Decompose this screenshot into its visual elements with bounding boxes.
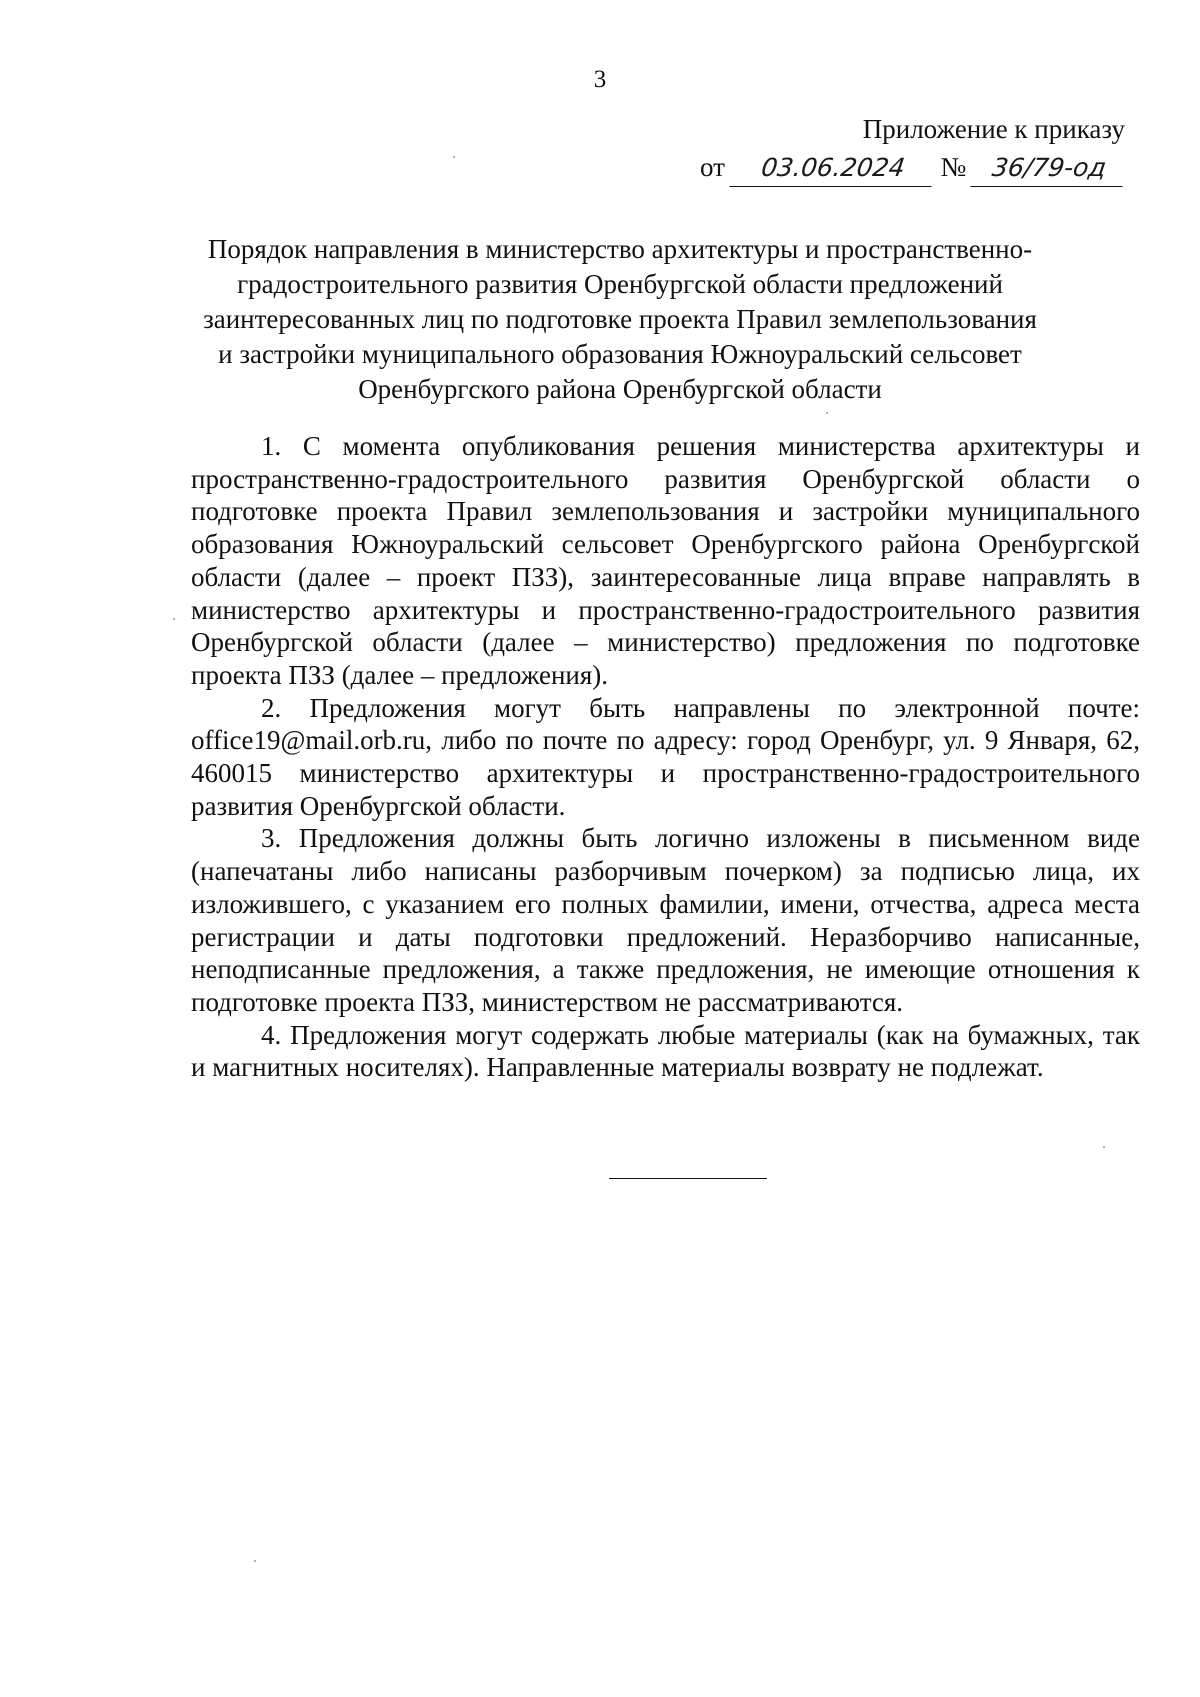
scan-speck [826,412,828,414]
scan-speck [254,1560,256,1562]
title-line: Порядок направления в министерство архитектуры и пространственно- [207,234,1033,264]
document-title [160,232,1080,407]
appendix-header [605,113,1125,189]
paragraph-2: 2. Предложения могут быть направлены по электронной почте: office19@mail.orb.ru, либо по почте по адресу: город Оренбург, ул. 9 Января, 62, 460015 министерство архитектуры и пространственно-градостроительного развития Оренбургской области. [191,692,1140,821]
title-line: заинтересованных лиц по подготовке проекта Правил землепользования [203,304,1037,334]
appendix-reference [605,149,1125,189]
number-label: № [940,152,967,182]
page-number: 3 [593,66,607,93]
handwritten-date: 03.06.2024 [729,150,936,187]
end-of-document-rule [609,1178,767,1179]
handwritten-order-number: 36/79-од [970,150,1127,187]
from-label: от [700,152,725,182]
document-body [191,430,1140,1084]
appendix-title: Приложение к приказу [862,114,1125,144]
paragraph-3: 3. Предложения должны быть логично изложены в письменном виде (напечатаны либо написаны разборчивым почерком) за подписью лица, их изложившего, с указанием его полных фамилии, имени, отчества, адреса места регистрации и даты подготовки предложений. Неразборчиво написанные, неподписанные предложения, а также предложения, не имеющие отношения к подготовке проекта ПЗЗ, министерством не рассматриваются. [191,823,1140,1017]
scan-speck [453,156,455,158]
scan-speck [173,618,175,620]
title-line: Оренбургского района Оренбургской области [358,374,882,404]
title-line: градостроительного развития Оренбургской области предложений [237,269,1003,299]
title-line: и застройки муниципального образования Южноуральский сельсовет [218,339,1022,369]
paragraph-4: 4. Предложения могут содержать любые материалы (как на бумажных, так и магнитных носителях). Направленные материалы возврату не подлежат. [191,1019,1140,1083]
paragraph-1: 1. С момента опубликования решения министерства архитектуры и пространственно-градостроительного развития Оренбургской области о подготовке проекта Правил землепользования и застройки муниципального образования Южноуральский сельсовет Оренбургского района Оренбургской области (далее – проект ПЗЗ), заинтересованные лица вправе направлять в министерство архитектуры и пространственно-градостроительного развития Оренбургской области (далее – министерство) предложения по подготовке проекта ПЗЗ (далее – предложения). [191,431,1140,690]
scan-speck [1103,1146,1105,1148]
